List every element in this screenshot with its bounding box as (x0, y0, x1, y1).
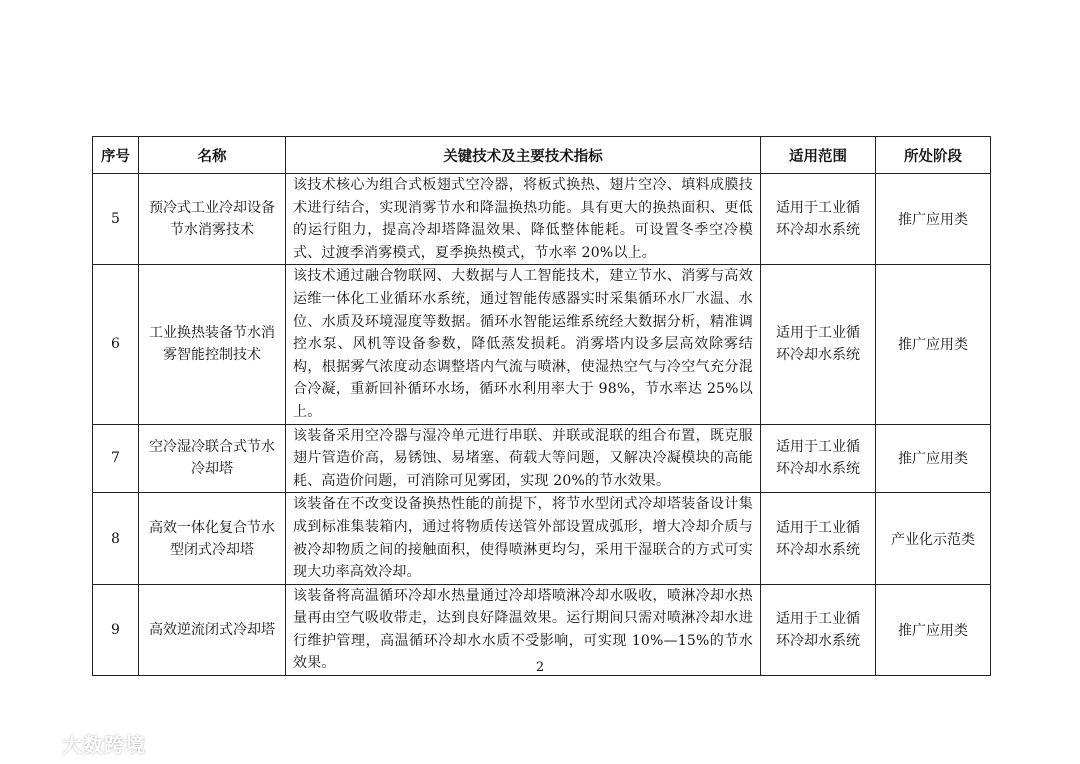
row-scope: 适用于工业循环冷却水系统 (761, 174, 876, 265)
brand-logo-icon (8, 731, 56, 755)
row-index: 7 (93, 424, 139, 493)
row-scope: 适用于工业循环冷却水系统 (761, 584, 876, 675)
row-description: 该装备在不改变设备换热性能的前提下，将节水型闭式冷却塔装备设计集成到标准集装箱内，通过将物质传送管外部设置成弧形，增大冷却介质与被冷却物质之间的接触面积，使得喷淋更均匀，采用干湿联合的方式可实现大功率高效冷却。 (286, 493, 761, 584)
row-stage: 推广应用类 (876, 584, 991, 675)
row-name: 工业换热装备节水消雾智能控制技术 (139, 265, 286, 424)
header-stage: 所处阶段 (876, 137, 991, 174)
row-scope: 适用于工业循环冷却水系统 (761, 493, 876, 584)
row-index: 9 (93, 584, 139, 675)
row-description: 该技术通过融合物联网、大数据与人工智能技术，建立节水、消雾与高效运维一体化工业循环水系统，通过智能传感器实时采集循环水厂水温、水位、水质及环境湿度等数据。循环水智能运维系统经大数据分析，精准调控水泵、风机等设备参数，降低蒸发损耗。消雾塔内设多层高效除雾结构，根据雾气浓度动态调整塔内气流与喷淋，使湿热空气与冷空气充分混合冷凝，重新回补循环水场，循环水利用率大于 98%，节水率达 25%以上。 (286, 265, 761, 424)
row-name: 高效逆流闭式冷却塔 (139, 584, 286, 675)
row-description: 该技术核心为组合式板翅式空冷器，将板式换热、翅片空冷、填料成膜技术进行结合，实现消雾节水和降温换热功能。具有更大的换热面积、更低的运行阻力，提高冷却塔降温效果、降低整体能耗。可设置冬季空冷模式、过渡季消雾模式，夏季换热模式，节水率 20%以上。 (286, 174, 761, 265)
row-stage: 推广应用类 (876, 265, 991, 424)
header-key-tech: 关键技术及主要技术指标 (286, 137, 761, 174)
row-index: 8 (93, 493, 139, 584)
header-scope: 适用范围 (761, 137, 876, 174)
header-index: 序号 (93, 137, 139, 174)
row-scope: 适用于工业循环冷却水系统 (761, 424, 876, 493)
row-description: 该装备将高温循环冷却水热量通过冷却塔喷淋冷却水吸收，喷淋冷却水热量再由空气吸收带走，达到良好降温效果。运行期间只需对喷淋冷却水进行维护管理，高温循环冷却水水质不受影响，可实现 10%—15%的节水效果。 (286, 584, 761, 675)
tech-table (92, 136, 991, 676)
row-name: 预冷式工业冷却设备节水消雾技术 (139, 174, 286, 265)
table-row (93, 493, 991, 584)
row-index: 5 (93, 174, 139, 265)
header-name: 名称 (139, 137, 286, 174)
row-index: 6 (93, 265, 139, 424)
row-stage: 推广应用类 (876, 174, 991, 265)
watermark (8, 728, 146, 758)
watermark-text: 大数跨境 (62, 732, 146, 757)
row-stage: 产业化示范类 (876, 493, 991, 584)
table-header-row (93, 137, 991, 174)
row-description: 该装备采用空冷器与湿冷单元进行串联、并联或混联的组合布置，既克服翅片管造价高，易锈蚀、易堵塞、荷载大等问题，又解决冷凝模块的高能耗、高造价问题，可消除可见雾团，实现 20%的节水效果。 (286, 424, 761, 493)
row-name: 高效一体化复合节水型闭式冷却塔 (139, 493, 286, 584)
row-scope: 适用于工业循环冷却水系统 (761, 265, 876, 424)
table-row (93, 424, 991, 493)
table-row (93, 174, 991, 265)
row-stage: 推广应用类 (876, 424, 991, 493)
table-row (93, 265, 991, 424)
page-number: 2 (535, 660, 545, 675)
row-name: 空冷湿冷联合式节水冷却塔 (139, 424, 286, 493)
